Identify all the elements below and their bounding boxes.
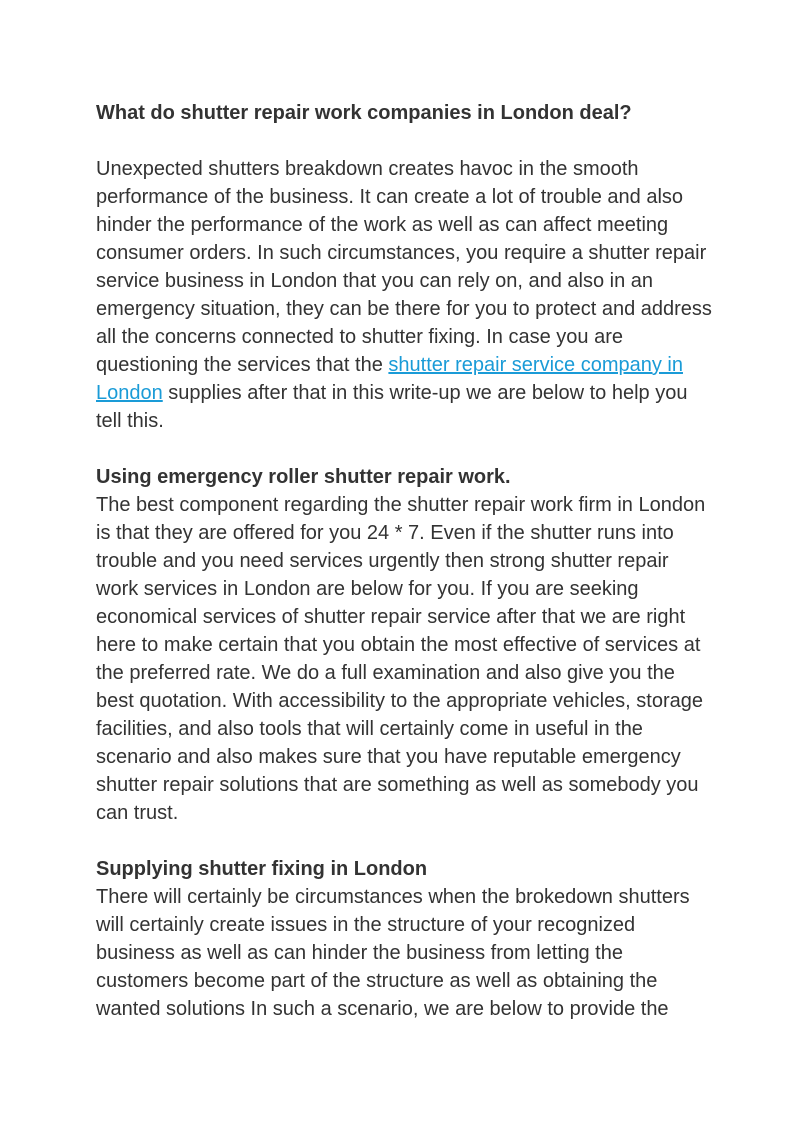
section-body-emergency-repair: The best component regarding the shutter repair work firm in London is that they are offered for you 24 * 7. Even if the shutter runs into trouble and you need services urgently then strong shutter repair work services in London are below for you. If you are seeking economical services of shutter repair service after that we are right here to make certain that you obtain the most effective of services at the preferred rate. We do a full examination and also give you the best quotation. With accessibility to the appropriate vehicles, storage facilities, and also tools that will certainly come in useful in the scenario and also makes sure that you have reputable emergency shutter repair solutions that are something as well as somebody you can trust. bbox=[96, 494, 706, 824]
intro-paragraph bbox=[96, 155, 716, 435]
paragraph-spacer bbox=[96, 435, 716, 463]
intro-text-after-link: supplies after that in this write-up we are below to help you tell this. bbox=[96, 382, 688, 432]
intro-text-before-link: Unexpected shutters breakdown creates havoc in the smooth performance of the business. It can create a lot of trouble and also hinder the performance of the work as well as can affect meeting consumer orders. In such circumstances, you require a shutter repair service business in London that you can rely on, and also in an emergency situation, they can be there for you to protect and address all the concerns connected to shutter fixing. In case you are questioning the services that the bbox=[96, 158, 712, 376]
section-body-supplying-fixing: There will certainly be circumstances when the brokedown shutters will certainly create issues in the structure of your recognized business as well as can hinder the business from letting the customers become part of the structure as well as obtaining the wanted solutions In such a scenario, we are below to provide the bbox=[96, 886, 690, 1020]
paragraph-spacer bbox=[96, 827, 716, 855]
document-title: What do shutter repair work companies in London deal? bbox=[96, 102, 632, 124]
paragraph-spacer bbox=[96, 127, 716, 155]
document-page bbox=[96, 99, 716, 1023]
section-heading-supplying-fixing: Supplying shutter fixing in London bbox=[96, 858, 428, 880]
shutter-repair-company-link[interactable]: shutter repair service company in London bbox=[96, 354, 683, 404]
section-heading-emergency-repair: Using emergency roller shutter repair work. bbox=[96, 466, 511, 488]
